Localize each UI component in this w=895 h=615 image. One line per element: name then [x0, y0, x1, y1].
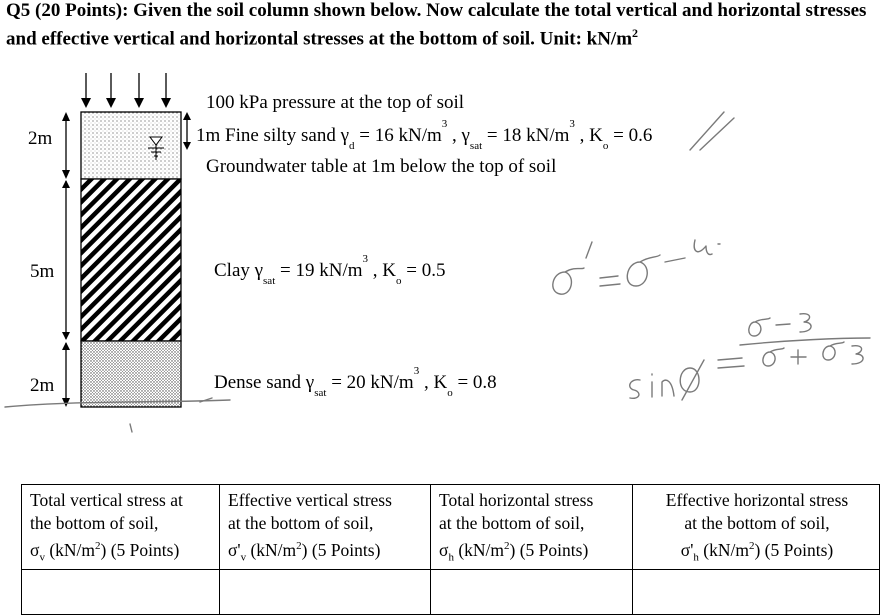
left-dimension-arrows: [62, 112, 70, 407]
answer-input-effective-vertical[interactable]: [220, 570, 431, 615]
dim-label-bottom: 2m: [30, 375, 55, 396]
answer-input-total-horizontal[interactable]: [431, 570, 633, 615]
layer1-description: 1m Fine silty sand $\gamma_d = 16$ $kN/m^3$ , $\gamma_{sat} = 18$ $kN/m^3$ , $K_o = 0.6$: [196, 118, 653, 152]
clay-description: Clay $\gamma_{sat} = 19$ $kN/m^3$ , $K_o = 0.5$: [214, 253, 446, 287]
fine-silty-sand-layer: [81, 112, 181, 179]
answer-table-blank-row: [22, 570, 880, 615]
pencil-dot: [130, 424, 132, 432]
dim-label-mid: 5m: [30, 261, 55, 282]
answer-cell-effective-horizontal[interactable]: Effective horizontal stress at the bottom of soil, $\sigma'_h$ $(kN/m^2)$ (5 Points): [633, 485, 880, 570]
dense-sand-description: Dense sand $\gamma_{sat} = 20$ $kN/m^3$ , $K_o = 0.8$: [214, 365, 497, 399]
dense-sand-layer: [81, 341, 181, 407]
load-description: 100 kPa pressure at the top of soil: [206, 92, 465, 113]
answer-table: [21, 484, 880, 615]
answer-cell-total-horizontal[interactable]: Total horizontal stress at the bottom of soil, $\sigma_h$ $(kN/m^2)$ (5 Points): [431, 485, 633, 570]
answer-cell-total-vertical[interactable]: Total vertical stress at the bottom of soil, $\sigma_v$ $(kN/m^2)$ (5 Points): [22, 485, 220, 570]
answer-input-total-vertical[interactable]: [22, 570, 220, 615]
load-arrows: [81, 73, 171, 108]
question-title-text: Q5 (20 Points): Given the soil column shown below. Now calculate the total vertical and horizontal stresses and effective vertical and horizontal stresses at the bottom of soil. Unit: kN/m: [6, 0, 867, 50]
question-title-sup: 2: [632, 26, 639, 40]
handwritten-sin-phi-formula: [630, 314, 870, 400]
answer-cell-effective-vertical[interactable]: Effective vertical stress at the bottom of soil, $\sigma'_v$ $(kN/m^2)$ (5 Points): [220, 485, 431, 570]
answer-table-header-row: [22, 485, 880, 570]
clay-layer: [81, 179, 181, 341]
one-meter-dim-arrow: [183, 112, 191, 150]
handwritten-effective-stress-formula: [553, 240, 720, 294]
gwt-description: Groundwater table at 1m below the top of soil: [206, 156, 557, 177]
dim-label-top: 2m: [28, 128, 53, 149]
answer-input-effective-horizontal[interactable]: [633, 570, 880, 615]
